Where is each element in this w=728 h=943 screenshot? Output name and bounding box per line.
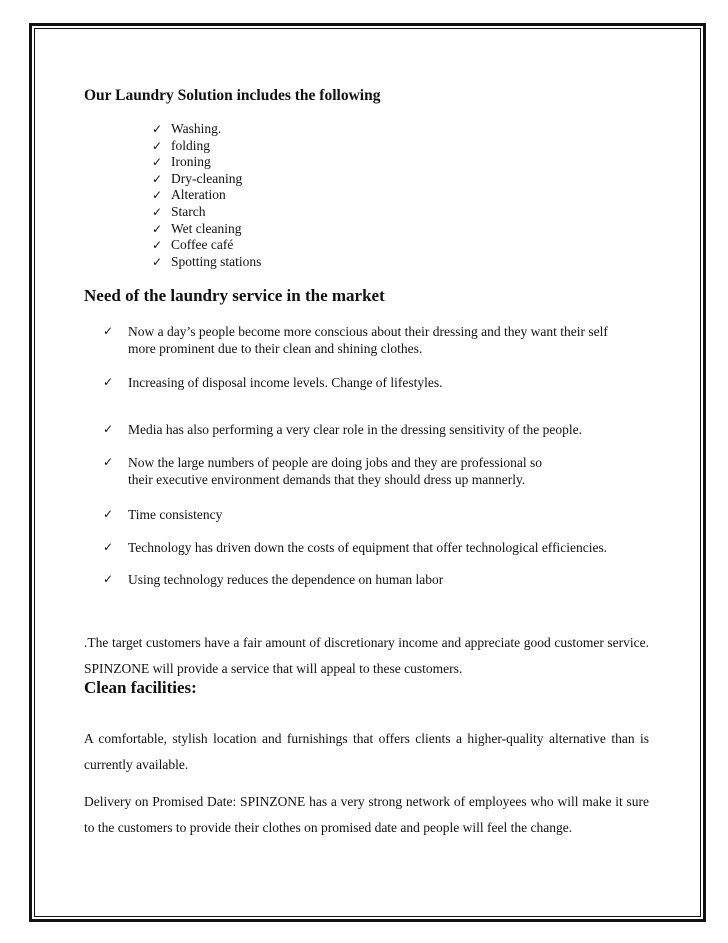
solution-list (152, 121, 261, 270)
need-list-item: ✓ Technology has driven down the costs of equipment that offer technological efficiencies. (103, 540, 608, 555)
comfort-paragraph: A comfortable, stylish location and furnishings that offers clients a higher-quality alternative than is currently available. (84, 730, 649, 772)
checkmark-icon: ✓ (152, 155, 163, 170)
need-heading: Need of the laundry service in the market (84, 286, 385, 305)
list-item: ✓ Coffee café (152, 237, 234, 253)
checkmark-icon: ✓ (152, 138, 163, 153)
checkmark-icon: ✓ (152, 188, 163, 203)
checkmark-icon: ✓ (103, 540, 114, 554)
checkmark-icon: ✓ (103, 375, 114, 389)
checkmark-icon: ✓ (152, 238, 163, 253)
list-item: ✓ folding (152, 137, 210, 153)
list-item: ✓ Ironing (152, 154, 211, 170)
solution-heading: Our Laundry Solution includes the following (84, 87, 381, 104)
checkmark-icon: ✓ (152, 254, 163, 269)
checkmark-icon: ✓ (103, 572, 114, 586)
need-list-item: ✓ Media has also performing a very clear role in the dressing sensitivity of the people. (103, 422, 582, 437)
need-list-item: ✓ Time consistency (103, 507, 223, 522)
need-list-item: ✓ Increasing of disposal income levels. Change of lifestyles. (103, 375, 443, 390)
list-item: ✓ Wet cleaning (152, 220, 242, 236)
checkmark-icon: ✓ (152, 122, 163, 136)
checkmark-icon: ✓ (103, 455, 114, 469)
need-list-item: ✓ Now a day’s people become more conscious about their dressing and they want their self more prominent due to their clean and shining clothes. (103, 324, 608, 356)
target-customers-paragraph: .The target customers have a fair amount of discretionary income and appreciate good customer service. SPINZONE will provide a service that will appeal to these customers. (84, 634, 649, 676)
list-item: ✓ Spotting stations (152, 253, 262, 269)
list-item: ✓ Alteration (152, 187, 226, 203)
need-list-item: ✓ Now the large numbers of people are doing jobs and they are professional so their executive environment demands that they should dress up mannerly. (103, 455, 543, 487)
checkmark-icon: ✓ (152, 204, 163, 219)
checkmark-icon: ✓ (103, 507, 114, 521)
delivery-paragraph: Delivery on Promised Date: SPINZONE has a very strong network of employees who will make it sure to the customers to provide their clothes on promised date and people will feel the change. (84, 793, 649, 835)
checkmark-icon: ✓ (152, 171, 163, 186)
clean-facilities-heading: Clean facilities: (84, 678, 197, 697)
checkmark-icon: ✓ (103, 324, 114, 338)
checkmark-icon: ✓ (152, 221, 163, 236)
list-item: ✓ Starch (152, 203, 206, 219)
need-list-item: ✓ Using technology reduces the dependence on human labor (103, 572, 444, 587)
list-item: ✓ Dry-cleaning (152, 170, 243, 186)
checkmark-icon: ✓ (103, 422, 114, 436)
list-item: ✓ Washing. (152, 121, 222, 136)
